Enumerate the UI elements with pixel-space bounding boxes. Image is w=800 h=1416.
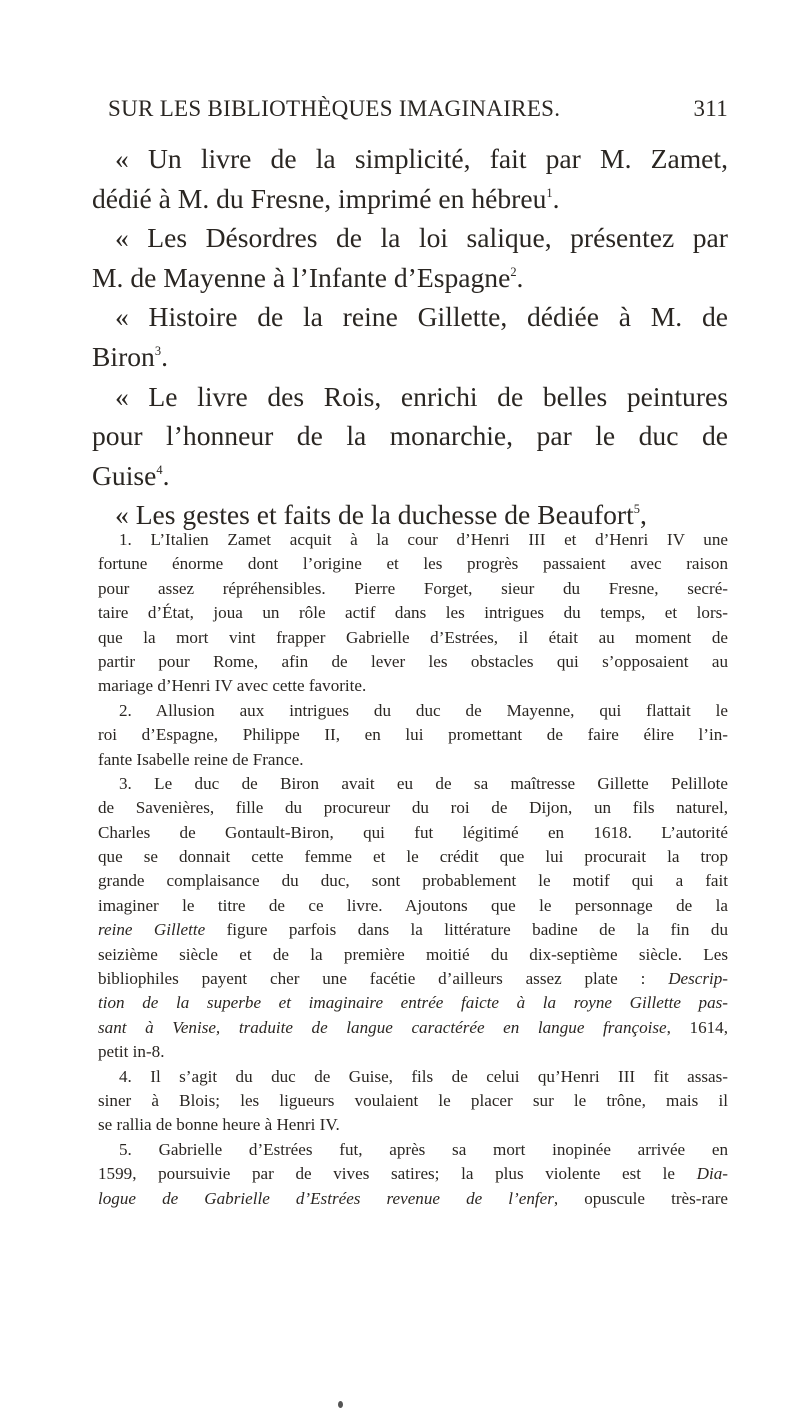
footnote-ref: 3 [154, 343, 162, 358]
footnote-line: taire d’État, joua un rôle actif dans les intrigues du temps, et lors- [98, 603, 728, 623]
italic-text: Dia- [696, 1164, 728, 1184]
italic-text: Descrip- [668, 969, 728, 989]
footnote-line: 1. L’Italien Zamet acquit à la cour d’Henri III et d’Henri IV une [119, 530, 728, 549]
footnote-line: 4. Il s’agit du duc de Guise, fils de celui qu’Henri III fit assas- [119, 1066, 728, 1086]
italic-text: reine Gillette [98, 920, 206, 940]
italic-text: sant à Venise, traduite de langue caractérée en langue françoise [98, 1017, 667, 1037]
footnote-line: de Savenières, fille du procureur du roi de Dijon, un fils naturel, [98, 798, 728, 818]
page-number: 311 [693, 96, 728, 121]
text-fragment: Biron [92, 340, 155, 372]
text-fragment: , opuscule très-rare [553, 1188, 728, 1208]
text-fragment: Guise [92, 459, 157, 491]
text-line [92, 456, 728, 496]
text-line: « Le livre des Rois, enrichi de belles peintures [115, 380, 728, 412]
footnote-line [98, 1162, 728, 1186]
footnote-line: Charles de Gontault-Biron, qui fut légitimé en 1618. L’autorité [98, 822, 728, 842]
footnote-ref: 1 [546, 185, 553, 200]
footnote-line [98, 967, 728, 991]
text-fragment: , 1614, [666, 1017, 728, 1037]
footnote-line: fortune énorme dont l’origine et les progrès passaient avec raison [98, 554, 728, 574]
footnote-line: que se donnait cette femme et le crédit que lui procurait la trop [98, 847, 728, 867]
text-fragment: . [516, 261, 524, 293]
footnote-ref: 5 [633, 502, 640, 517]
text-fragment: « Les gestes et faits de la duchesse de Beaufort [115, 499, 634, 531]
footnote-line: petit in-8. [98, 1042, 165, 1062]
text-line: « Histoire de la reine Gillette, dédiée à M. de [115, 301, 728, 333]
footnote-ref: 2 [510, 264, 517, 279]
footnote-line: grande complaisance du duc, sont probablement le motif qui a fait [98, 871, 728, 891]
footnote-line: se rallia de bonne heure à Henri IV. [98, 1115, 340, 1135]
footnotes [98, 528, 728, 1211]
text-line: pour l’honneur de la monarchie, par le duc de [92, 420, 728, 452]
text-fragment: M. de Mayenne à l’Infante d’Espagne [92, 261, 511, 293]
text-line: « Les Désordres de la loi salique, présentez par [115, 222, 728, 254]
footnote-line: roi d’Espagne, Philippe II, en lui promettant de faire élire l’in- [98, 725, 728, 745]
footnote-line: 2. Allusion aux intrigues du duc de Mayenne, qui flattait le [119, 700, 728, 720]
footnote-line: fante Isabelle reine de France. [98, 749, 304, 769]
footnote-line: pour assez répréhensibles. Pierre Forget, sieur du Fresne, secré- [98, 578, 728, 598]
text-fragment: dédié à M. du Fresne, imprimé en hébreu [92, 182, 547, 214]
footnote-line: que la mort vint frapper Gabrielle d’Estrées, il était au moment de [98, 627, 728, 647]
footnote-line: mariage d’Henri IV avec cette favorite. [98, 676, 367, 696]
footnote-ref: 4 [156, 462, 163, 477]
italic-text: logue de Gabrielle d’Estrées revenue de l’enfer [98, 1188, 554, 1208]
text-fragment: . [552, 182, 560, 214]
footnote-line [98, 918, 728, 942]
text-line [92, 179, 728, 219]
footnote-line: imaginer le titre de ce livre. Ajoutons que le personnage de la [98, 895, 728, 915]
footnote-line [98, 1187, 728, 1211]
footnote-line [98, 1016, 728, 1040]
text-line [92, 337, 728, 377]
text-line: « Un livre de la simplicité, fait par M. Zamet, [115, 143, 728, 174]
text-fragment: . [161, 340, 168, 372]
text-fragment: 1599, poursuivie par de vives satires; la plus violente est le [98, 1164, 697, 1184]
footnote-line: seizième siècle et de la première moitié du dix-septième siècle. Les [98, 944, 728, 964]
footnote-line: 5. Gabrielle d’Estrées fut, après sa mort inopinée arrivée en [119, 1139, 728, 1159]
footnote-line: tion de la superbe et imaginaire entrée faicte à la royne Gillette pas- [98, 993, 728, 1013]
page-header [108, 96, 728, 132]
ink-speck [338, 1401, 343, 1408]
footnote-line: partir pour Rome, afin de lever les obstacles qui s’opposaient au [98, 651, 728, 671]
footnote-line: siner à Blois; les ligueurs voulaient le placer sur le trône, mais il [98, 1090, 728, 1110]
running-head: SUR LES BIBLIOTHÈQUES IMAGINAIRES. [108, 96, 561, 121]
text-fragment: . [162, 459, 170, 491]
text-line [92, 258, 728, 298]
text-fragment: , [639, 499, 647, 531]
footnote-line: 3. Le duc de Biron avait eu de sa maîtresse Gillette Pelillote [119, 773, 728, 793]
main-text [92, 139, 728, 535]
text-fragment: figure parfois dans la littérature badine de la fin du [205, 920, 728, 940]
text-fragment: bibliophiles payent cher une facétie d’ailleurs assez plate : [98, 969, 669, 989]
